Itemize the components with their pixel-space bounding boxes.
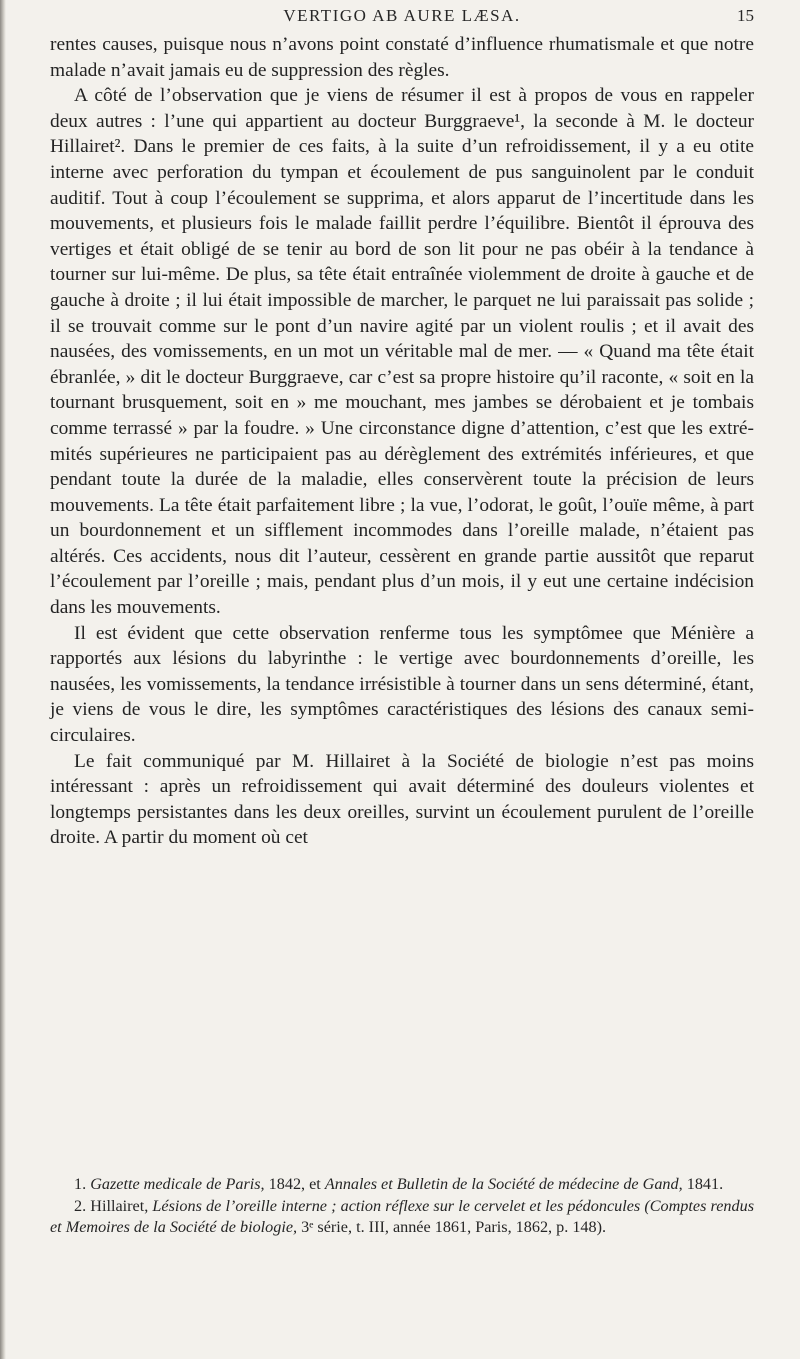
footnote-text: 1841. xyxy=(682,1175,724,1193)
paragraph-hillairet: Le fait communiqué par M. Hillairet à la Société de biologie n’est pas moins intéressant : après un refroidissement qui avait déterminé des douleurs violentes et longtemps persistantes dans les deux oreilles, survint un écoulement purulent de l’oreille droite. A partir du moment où cet xyxy=(50,750,754,849)
footnote-2 xyxy=(50,1196,754,1239)
footnote-marker: 1. xyxy=(74,1175,87,1193)
paragraph-continuation: rentes causes, puisque nous n’avons point constaté d’influence rhumatismale et que notre malade n’avait jamais eu de suppression des règles. xyxy=(50,34,754,81)
footnote-source: Annales et Bulletin de la Société de médecine de Gand, xyxy=(324,1175,683,1193)
footnote-source: Gazette medicale de Paris, xyxy=(90,1175,265,1193)
page-gutter-shadow xyxy=(0,0,6,1359)
paragraph-meniere: Il est évident que cette observation renferme tous les symptômee que Ménière a rapportés aux lésions du labyrinthe : le vertige avec bourdonnements d’oreille, les nausées, les vomissements, la tendance irrésistible à tourner dans un sens déterminé, étant, je viens de vous le dire, les symptômes caractéristiques des lésions des canaux semi-circulaires. xyxy=(50,622,754,747)
footnote-source: Lésions de l’oreille interne ; action réflexe sur le cervelet et les pédoncules (Comptes rendus et Memoires de la Société de biologie, xyxy=(50,1196,754,1236)
footnote-marker: 2. xyxy=(74,1196,87,1215)
running-head xyxy=(50,4,754,32)
page-number: 15 xyxy=(737,6,754,25)
footnote-1 xyxy=(50,1174,754,1196)
paragraph-burggraeve: A côté de l’observation que je viens de résumer il est à propos de vous en rappeler deux autres : l’une qui appartient au docteur Burggraeve¹, la seconde à M. le docteur Hillairet². Dans le premier de ces faits, à la suite d’un refroidissement, il y a eu otite interne avec perforation du tympan et écoulement de pus sanguinolent par le conduit auditif. Tout à coup l’écoulement se supprima, et alors apparut de l’incertitude dans les mouvements, et plusieurs fois le malade faillit perdre l’équilibre. Bientôt il éprouva des vertiges et était obligé de se tenir au bord de son lit pour ne pas obéir à la tendance à tourner sur lui-même. De plus, sa tête était entraînée violemment de droite à gauche et de gauche à droite ; il lui était impossible de marcher, le parquet ne lui paraissait pas solide ; il se trouvait comme sur le pont d’un navire agité par un violent roulis ; et il avait des nausées, des vomissements, en un mot un véritable mal de mer. — « Quand ma tête était ébranlée, » dit le docteur Burggraeve, car c’est sa propre histoire qu’il raconte, « soit en la tournant brusquement, soit en » me mouchant, mes jambes se dérobaient et je tombais comme terrassé » par la foudre. » Une circonstance digne d’attention, c’est que les extrémités supérieures ne participaient pas au dérèglement des extrémités inférieures, et que pendant toute la durée de la maladie, elles conservèrent toute la précision de leurs mouvements. La tête était parfaitement libre ; la vue, l’odorat, le goût, l’ouïe même, à part un bourdonnement et un sifflement incommodes dans l’oreille malade, n’étaient pas altérés. Ces accidents, nous dit l’auteur, cessèrent en grande partie aussitôt que reparut l’écoulement par l’oreille ; mais, pendant plus d’un mois, il y eut une certaine indécision dans les mouvements. xyxy=(50,85,754,619)
body-text xyxy=(50,32,754,851)
footnote-text: 3ᵉ série, t. III, année 1861, Paris, 1862, p. 148). xyxy=(297,1218,607,1236)
footnote-text: 1842, et xyxy=(264,1175,325,1193)
footnotes xyxy=(50,1174,754,1239)
footnote-author: Hillairet, xyxy=(90,1196,153,1215)
running-title: VERTIGO AB AURE LÆSA. xyxy=(283,6,521,25)
